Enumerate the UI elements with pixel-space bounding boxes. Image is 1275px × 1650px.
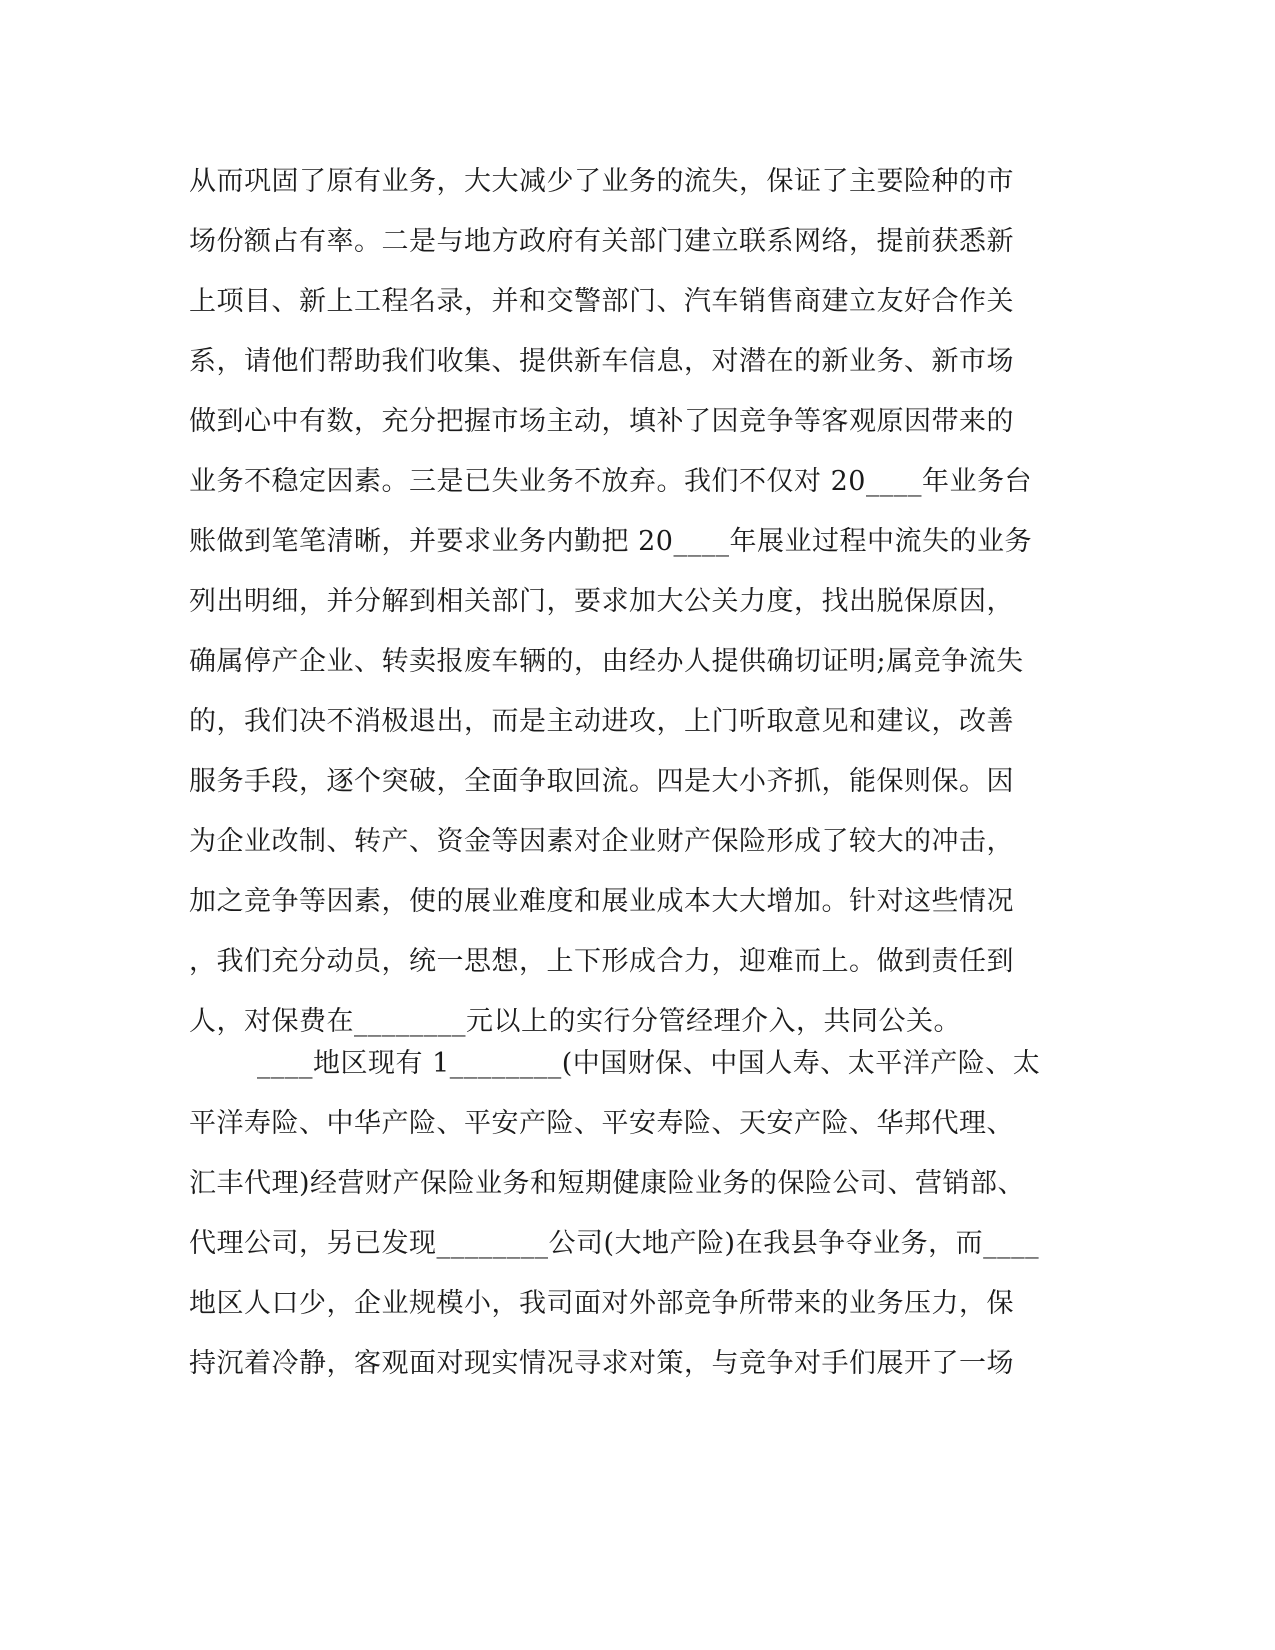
text-line: 持沉着冷静，客观面对现实情况寻求对策，与竞争对手们展开了一场 — [189, 1348, 1014, 1379]
text-line: 从而巩固了原有业务，大大减少了业务的流失，保证了主要险种的市 — [189, 166, 1014, 197]
text-line: 账做到笔笔清晰，并要求业务内勤把 20____年展业过程中流失的业务 — [189, 526, 1032, 557]
paragraph-2 — [189, 1034, 1089, 1394]
text-line: 平洋寿险、中华产险、平安产险、平安寿险、天安产险、华邦代理、 — [189, 1108, 1014, 1139]
text-line: 业务不稳定因素。三是已失业务不放弃。我们不仅对 20____年业务台 — [189, 466, 1032, 497]
text-line: 的，我们决不消极退出，而是主动进攻，上门听取意见和建议，改善 — [189, 706, 1014, 737]
text-line: 地区人口少，企业规模小，我司面对外部竞争所带来的业务压力，保 — [189, 1288, 1014, 1319]
text-line: 汇丰代理)经营财产保险业务和短期健康险业务的保险公司、营销部、 — [189, 1168, 1026, 1199]
text-line: 服务手段，逐个突破，全面争取回流。四是大小齐抓，能保则保。因 — [189, 766, 1014, 797]
text-line: 加之竞争等因素，使的展业难度和展业成本大大增加。针对这些情况 — [189, 886, 1014, 917]
text-line: 确属停产企业、转卖报废车辆的，由经办人提供确切证明;属竞争流失 — [189, 646, 1024, 677]
text-line: 上项目、新上工程名录，并和交警部门、汽车销售商建立友好合作关 — [189, 286, 1014, 317]
text-line: 为企业改制、转产、资金等因素对企业财产保险形成了较大的冲击， — [189, 826, 1014, 857]
text-line: 做到心中有数，充分把握市场主动，填补了因竞争等客观原因带来的 — [189, 406, 1014, 437]
text-line: 系，请他们帮助我们收集、提供新车信息，对潜在的新业务、新市场 — [189, 346, 1014, 377]
text-line: ____地区现有 1________(中国财保、中国人寿、太平洋产险、太 — [257, 1048, 1041, 1079]
text-line: ，我们充分动员，统一思想，上下形成合力，迎难而上。做到责任到 — [189, 946, 1014, 977]
text-line: 列出明细，并分解到相关部门，要求加大公关力度，找出脱保原因， — [189, 586, 1014, 617]
text-line: 代理公司，另已发现________公司(大地产险)在我县争夺业务，而____ — [189, 1228, 1040, 1259]
text-line: 场份额占有率。二是与地方政府有关部门建立联系网络，提前获悉新 — [189, 226, 1014, 257]
text-line: 人，对保费在________元以上的实行分管经理介入，共同公关。 — [189, 1006, 961, 1037]
paragraph-1 — [189, 152, 1089, 1052]
